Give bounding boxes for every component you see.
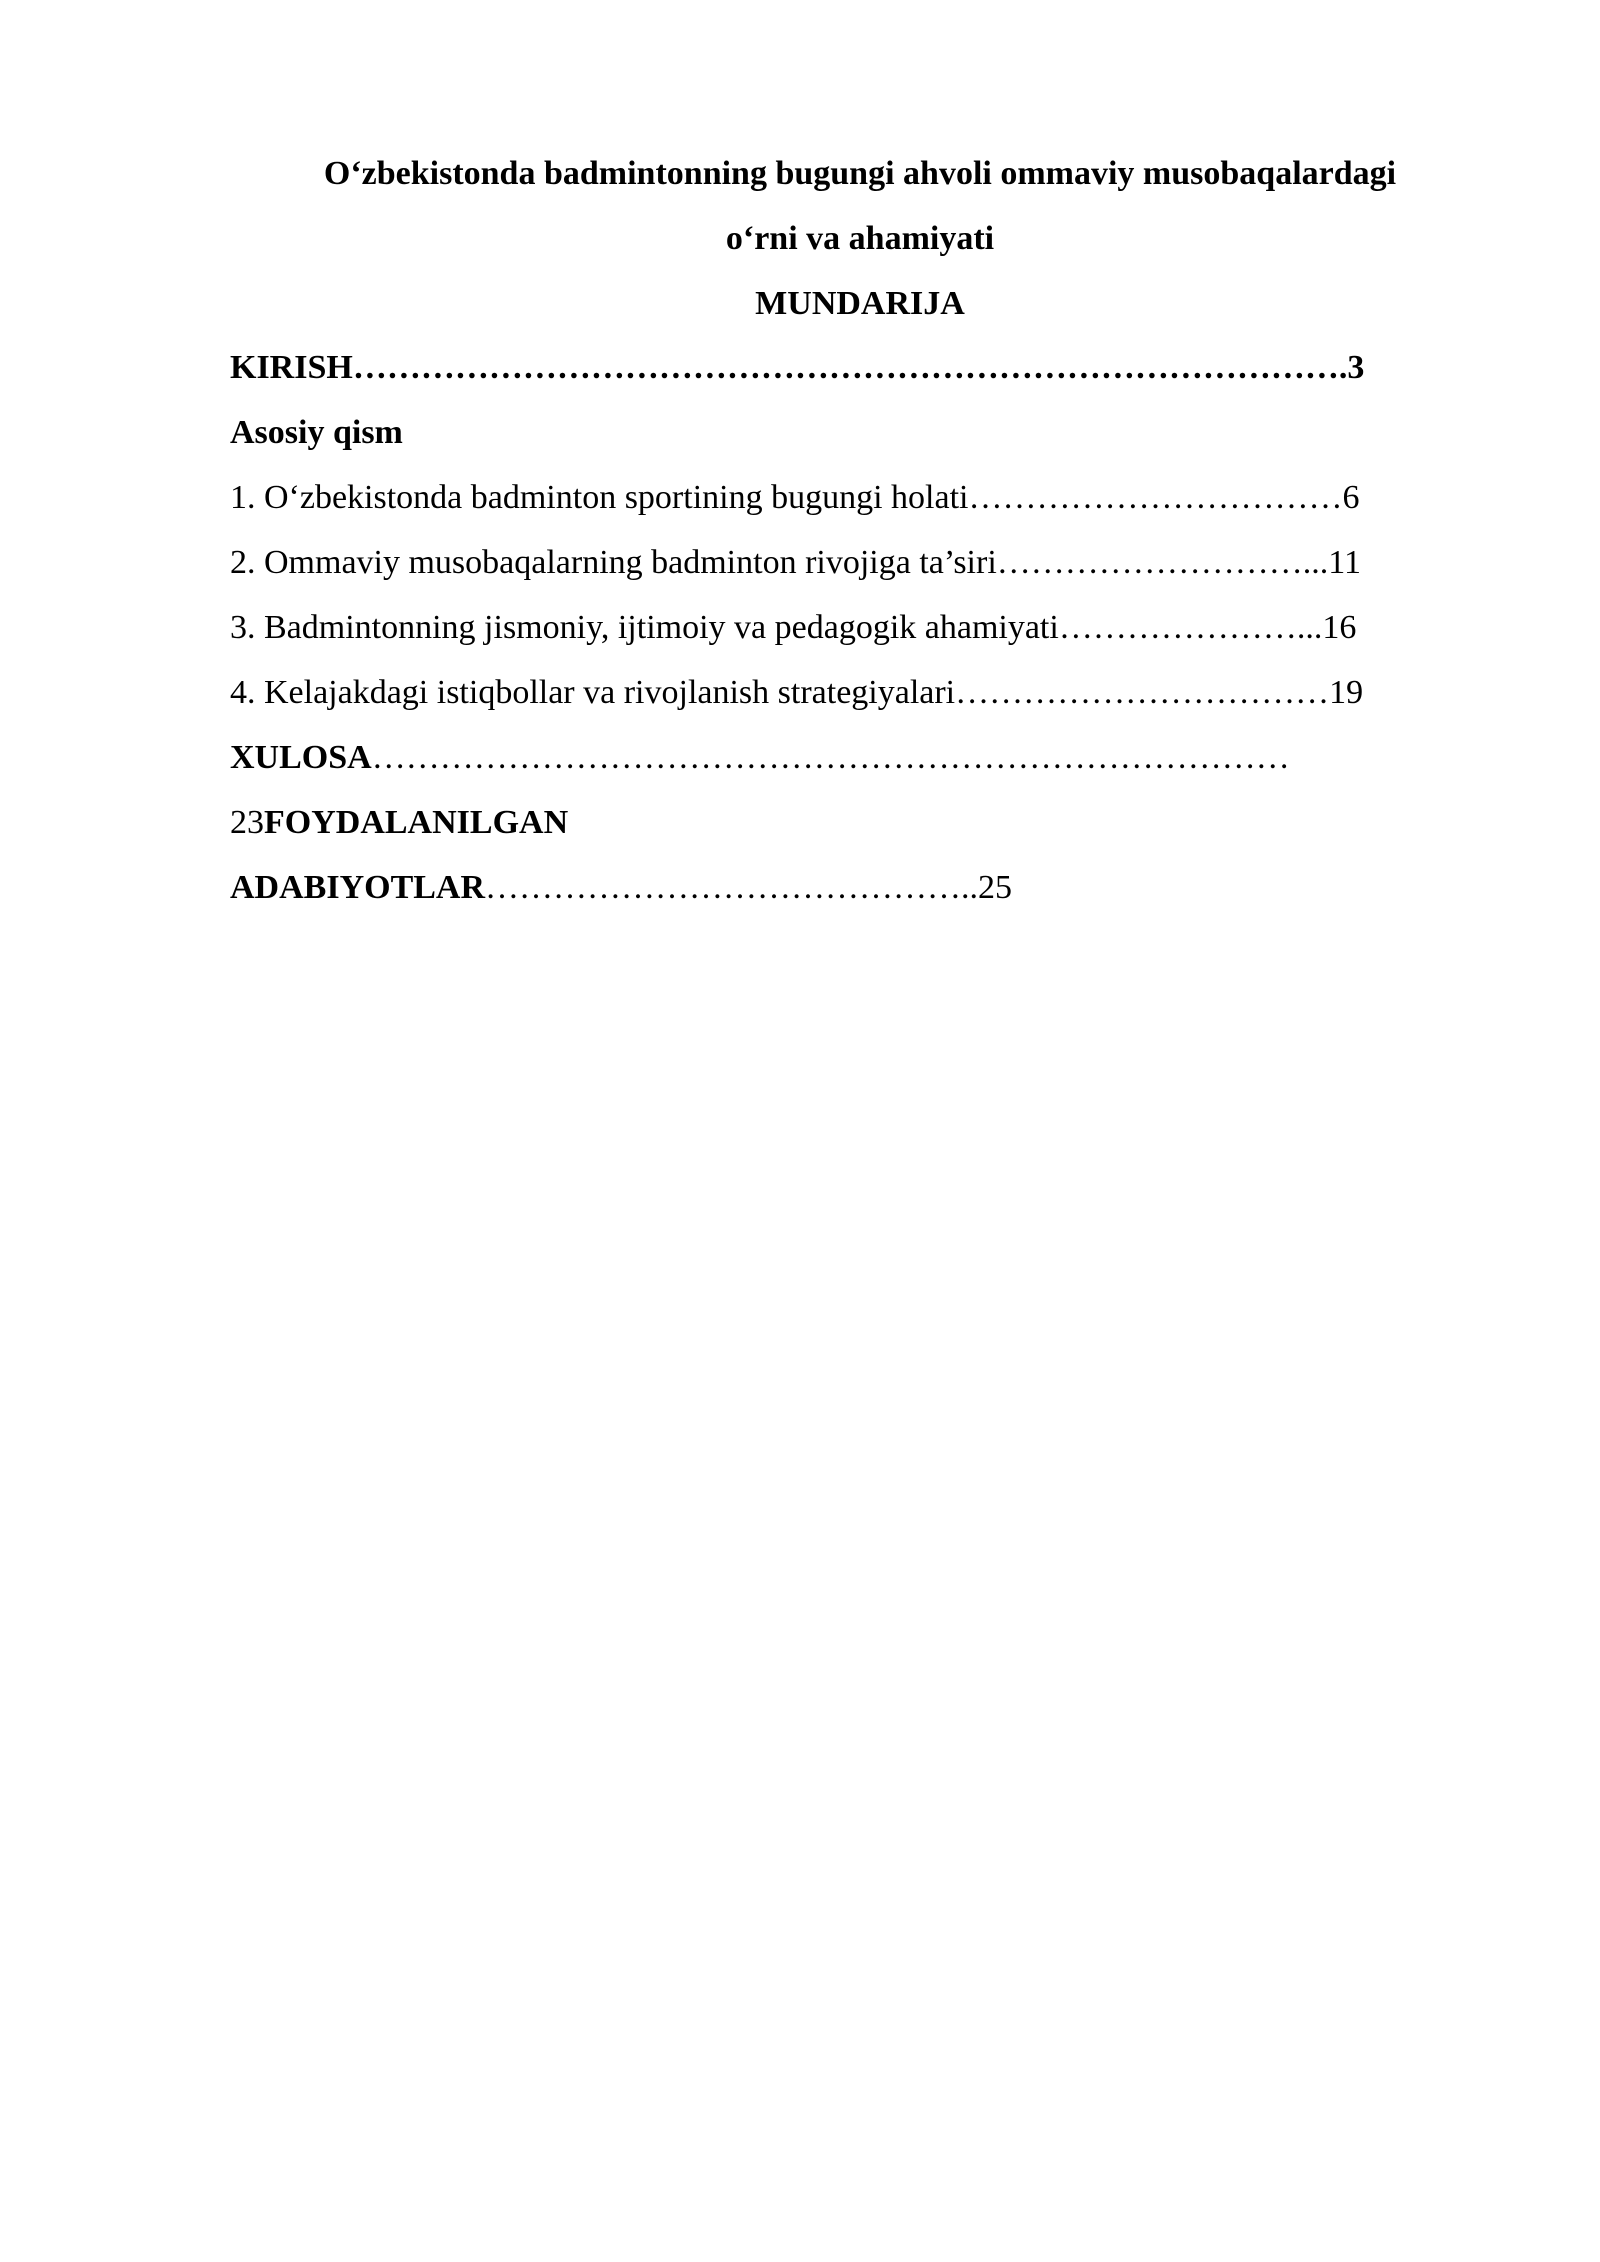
toc-intro-leader: ……………………………………………………………………………. [352, 349, 1348, 386]
toc-item-2 [230, 543, 1361, 583]
toc-heading [230, 284, 1490, 324]
document-title-line-1 [230, 154, 1490, 194]
toc-entry-conclusion [230, 738, 1290, 778]
toc-intro-page: 3 [1347, 349, 1365, 386]
toc-intro-label: KIRISH [230, 349, 353, 386]
title-text-1: O‘zbekistonda badmintonning bugungi ahvoli ommaviy musobaqalardagi [323, 155, 1397, 192]
toc-references-leader: …………………………………….. [485, 869, 979, 906]
toc-item-page: 11 [1328, 544, 1362, 581]
toc-item-3 [230, 608, 1356, 648]
toc-references-page: 25 [978, 869, 1013, 906]
toc-main-part-heading [230, 413, 403, 453]
toc-entry-intro [230, 348, 1364, 388]
toc-item-leader: …………………………… [968, 479, 1343, 516]
toc-entry-references-line-2 [230, 868, 1012, 908]
toc-heading-text: MUNDARIJA [755, 285, 965, 322]
toc-references-label-2: ADABIYOTLAR [230, 869, 486, 906]
toc-item-1 [230, 478, 1359, 518]
toc-item-text: 2. Ommaviy musobaqalarning badminton rivojiga ta’siri [230, 544, 997, 581]
toc-entry-references-line-1 [230, 803, 568, 843]
toc-main-part-text: Asosiy qism [230, 414, 403, 451]
document-title-line-2 [230, 219, 1490, 259]
toc-conclusion-page: 23 [230, 804, 264, 841]
toc-item-4 [230, 673, 1363, 713]
toc-item-page: 6 [1342, 479, 1360, 516]
toc-item-leader: …………………………… [955, 674, 1330, 711]
title-text-2: o‘rni va ahamiyati [725, 220, 995, 257]
toc-item-text: 3. Badmintonning jismoniy, ijtimoiy va pedagogik ahamiyati [230, 609, 1059, 646]
toc-item-text: 4. Kelajakdagi istiqbollar va rivojlanish strategiyalari [230, 674, 956, 711]
toc-conclusion-leader: ……………………………………………………………………… [371, 739, 1290, 776]
toc-conclusion-label: XULOSA [230, 739, 372, 776]
toc-item-text: 1. O‘zbekistonda badminton sportining bugungi holati [230, 479, 969, 516]
toc-references-label-1: FOYDALANILGAN [264, 804, 569, 841]
toc-item-leader: ………………………... [996, 544, 1329, 581]
toc-item-leader: …………………... [1058, 609, 1323, 646]
toc-item-page: 19 [1329, 674, 1364, 711]
toc-item-page: 16 [1322, 609, 1357, 646]
